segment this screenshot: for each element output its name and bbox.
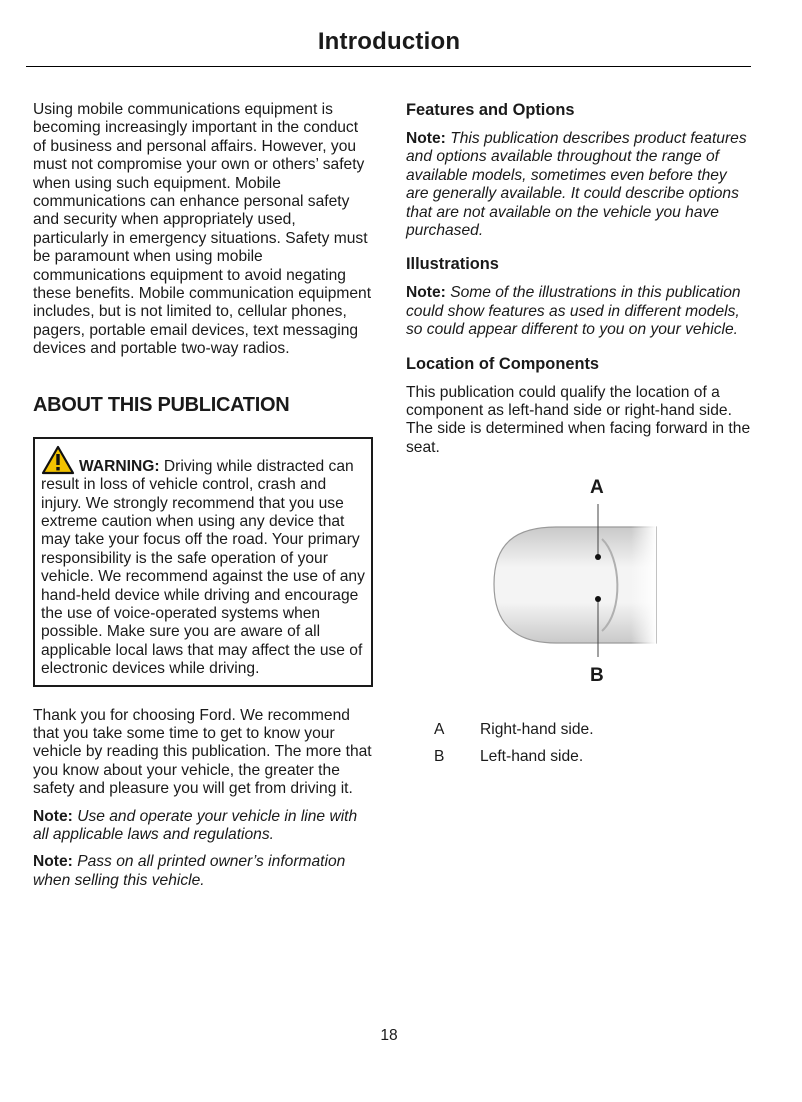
note-label: Note: [406, 284, 446, 302]
legend-row-b [406, 748, 751, 766]
note-text: Some of the illustrations in this publication could show features as used in different models, so could appear different to you on your vehicle. [406, 284, 741, 339]
header-divider [26, 66, 751, 67]
legend-value: Left-hand side. [480, 747, 584, 765]
intro-paragraph: Using mobile communications equipment is becoming increasingly important in the conduct of business and personal affairs. However, you must not compromise your own or others’ safety when using such equipment. Mobile communications can enhance personal safety and security when appropriately used, particularly in emergency situations. Safety must be paramount when using mobile communications equipment to avoid negating these benefits. Mobile communication equipment includes, but is not limited to, cellular phones, pagers, portable email devices, text messaging devices and portable two-way radios. [33, 101, 372, 358]
note-text: This publication describes product features and options available throughout the range of available models, sometimes even before they are generally available. It could describe options that are not available on the vehicle you have purchased. [406, 130, 747, 240]
note-text: Pass on all printed owner’s information when selling this vehicle. [33, 853, 346, 889]
warning-text: Driving while distracted can result in loss of vehicle control, crash and injury. We strongly recommend that you use extreme caution when using any device that may take your focus off the road. Your primary responsibility is the safe operation of your vehicle. We recommend against the use of any hand-held device while driving and encourage the use of voice-operated systems when possible. Make sure you are aware of all applicable local laws that may affect the use of electronic devices while driving. [41, 457, 365, 678]
right-column [406, 100, 751, 766]
warning-label: WARNING: [79, 457, 160, 475]
warning-box [33, 437, 373, 687]
thanks-paragraph: Thank you for choosing Ford. We recommend that you take some time to get to know your vehicle by reading this publication. The more that you know about your vehicle, the greater the safety and pleasure you will get from driving it. [33, 706, 372, 798]
diagram-label-b: B [590, 665, 604, 687]
heading-features-options: Features and Options [406, 101, 575, 119]
page-number: 18 [380, 1027, 398, 1044]
note-text: Use and operate your vehicle in line with all applicable laws and regulations. [33, 807, 358, 843]
legend-key: A [434, 721, 445, 739]
note-label: Note: [33, 853, 73, 871]
note-label: Note: [33, 807, 73, 825]
section-heading-about: ABOUT THIS PUBLICATION [33, 393, 290, 416]
vehicle-side-diagram [406, 479, 751, 689]
legend-key: B [434, 747, 445, 765]
location-paragraph: This publication could qualify the location of a component as left-hand side or right-hand side. The side is determined when facing forward in the seat. [406, 383, 751, 456]
heading-location-components: Location of Components [406, 354, 600, 373]
diagram-label-a: A [590, 477, 604, 499]
page-title: Introduction [317, 28, 461, 55]
heading-illustrations: Illustrations [406, 255, 499, 274]
note-laws [33, 808, 373, 845]
car-top-view-illustration [406, 479, 751, 689]
note-illustrations [406, 284, 751, 339]
note-owner-info [33, 853, 373, 890]
legend-row-a [406, 721, 751, 739]
legend-value: Right-hand side. [480, 721, 594, 739]
warning-triangle-icon [41, 445, 75, 475]
note-features [406, 130, 751, 240]
left-column [33, 101, 373, 890]
note-label: Note: [406, 130, 446, 147]
